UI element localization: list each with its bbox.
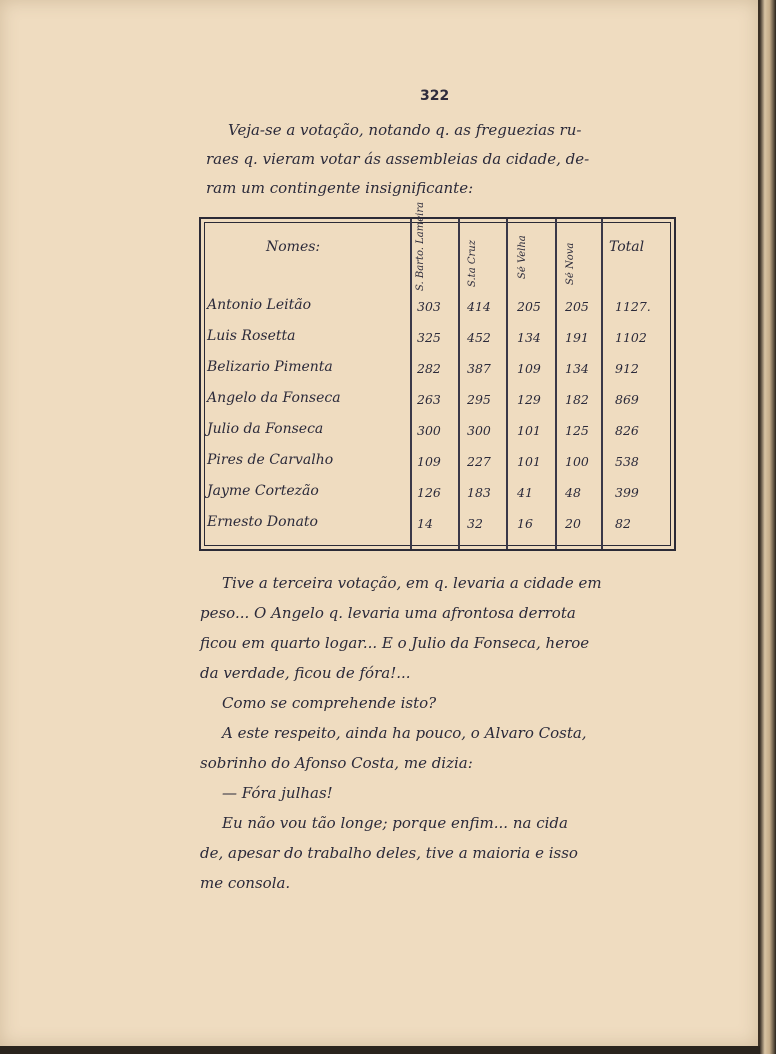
cell-se-nova: 205 (565, 299, 589, 314)
cell-total: 82 (615, 516, 631, 531)
cell-se-nova: 134 (565, 361, 589, 376)
candidate-name: Ernesto Donato (207, 514, 318, 530)
cell-se-nova: 182 (565, 392, 589, 407)
cell-total: 1102 (615, 330, 647, 345)
body-line: Tive a terceira votação, em q. levaria a cidade em (222, 574, 602, 592)
body-line: ficou em quarto logar... E o Julio da Fonseca, heroe (200, 634, 590, 652)
cell-se-velha: 16 (517, 516, 533, 531)
intro-line: raes q. vieram votar ás assembleias da cidade, de- (206, 150, 590, 168)
candidate-name: Jayme Cortezão (207, 483, 319, 499)
body-line: Eu não vou tão longe; porque enfim... na cida (222, 814, 568, 832)
page-edge (760, 0, 776, 1054)
header-se-nova: Sé Nova (565, 242, 576, 285)
cell-total: 1127. (615, 299, 651, 314)
header-names: Nomes: (266, 239, 321, 255)
cell-s-bartolomeu: 303 (417, 299, 441, 314)
cell-se-nova: 48 (565, 485, 581, 500)
table-row (201, 417, 674, 448)
cell-santa-cruz: 183 (467, 485, 491, 500)
cell-santa-cruz: 300 (467, 423, 491, 438)
intro-paragraph (206, 116, 698, 203)
intro-line: Veja-se a votação, notando q. as freguezias ru- (228, 121, 582, 139)
cell-se-velha: 101 (517, 423, 541, 438)
body-line: me consola. (200, 874, 291, 892)
cell-santa-cruz: 387 (467, 361, 491, 376)
body-line: A este respeito, ainda ha pouco, o Alvaro Costa, (222, 724, 587, 742)
header-se-velha: Sé Velha (517, 235, 528, 279)
body-line: — Fóra julhas! (222, 784, 333, 802)
cell-s-bartolomeu: 126 (417, 485, 441, 500)
cell-santa-cruz: 295 (467, 392, 491, 407)
cell-total: 912 (615, 361, 639, 376)
cell-s-bartolomeu: 14 (417, 516, 433, 531)
candidate-name: Julio da Fonseca (207, 421, 324, 437)
body-line: Como se comprehende isto? (222, 694, 437, 712)
page-number: 322 (420, 88, 450, 104)
cell-santa-cruz: 452 (467, 330, 491, 345)
votes-table (199, 201, 676, 551)
table-row (201, 324, 674, 355)
cell-s-bartolomeu: 109 (417, 454, 441, 469)
candidate-name: Luis Rosetta (207, 328, 296, 344)
table-row (201, 386, 674, 417)
candidate-name: Belizario Pimenta (207, 359, 333, 375)
cell-se-nova: 20 (565, 516, 581, 531)
intro-line: ram um contingente insignificante: (206, 179, 474, 197)
cell-se-velha: 101 (517, 454, 541, 469)
table-row (201, 293, 674, 324)
cell-s-bartolomeu: 282 (417, 361, 441, 376)
cell-s-bartolomeu: 300 (417, 423, 441, 438)
table-row (201, 355, 674, 386)
cell-se-velha: 134 (517, 330, 541, 345)
candidate-name: Angelo da Fonseca (207, 390, 341, 406)
table-row (201, 479, 674, 510)
candidate-name: Antonio Leitão (207, 297, 312, 313)
cell-total: 869 (615, 392, 639, 407)
cell-santa-cruz: 227 (467, 454, 491, 469)
body-line: sobrinho do Afonso Costa, me dizia: (200, 754, 473, 772)
cell-s-bartolomeu: 325 (417, 330, 441, 345)
cell-total: 538 (615, 454, 639, 469)
cell-total: 826 (615, 423, 639, 438)
table-row (201, 448, 674, 479)
body-paragraphs (200, 568, 690, 898)
table-row (201, 510, 674, 541)
cell-total: 399 (615, 485, 639, 500)
body-line: de, apesar do trabalho deles, tive a maioria e isso (200, 844, 578, 862)
candidate-name: Pires de Carvalho (207, 452, 334, 468)
cell-s-bartolomeu: 263 (417, 392, 441, 407)
cell-se-velha: 129 (517, 392, 541, 407)
cell-se-nova: 125 (565, 423, 589, 438)
header-santa-cruz: S.ta Cruz (467, 240, 478, 287)
cell-se-nova: 191 (565, 330, 589, 345)
header-total: Total (609, 239, 645, 255)
header-s-bartolomeu: S. Barto. Lameira (415, 201, 426, 291)
cell-santa-cruz: 32 (467, 516, 483, 531)
cell-se-velha: 41 (517, 485, 533, 500)
body-line: peso... O Angelo q. levaria uma afrontosa derrota (200, 604, 576, 622)
cell-se-nova: 100 (565, 454, 589, 469)
body-line: da verdade, ficou de fóra!... (200, 664, 411, 682)
cell-se-velha: 109 (517, 361, 541, 376)
cell-santa-cruz: 414 (467, 299, 491, 314)
cell-se-velha: 205 (517, 299, 541, 314)
